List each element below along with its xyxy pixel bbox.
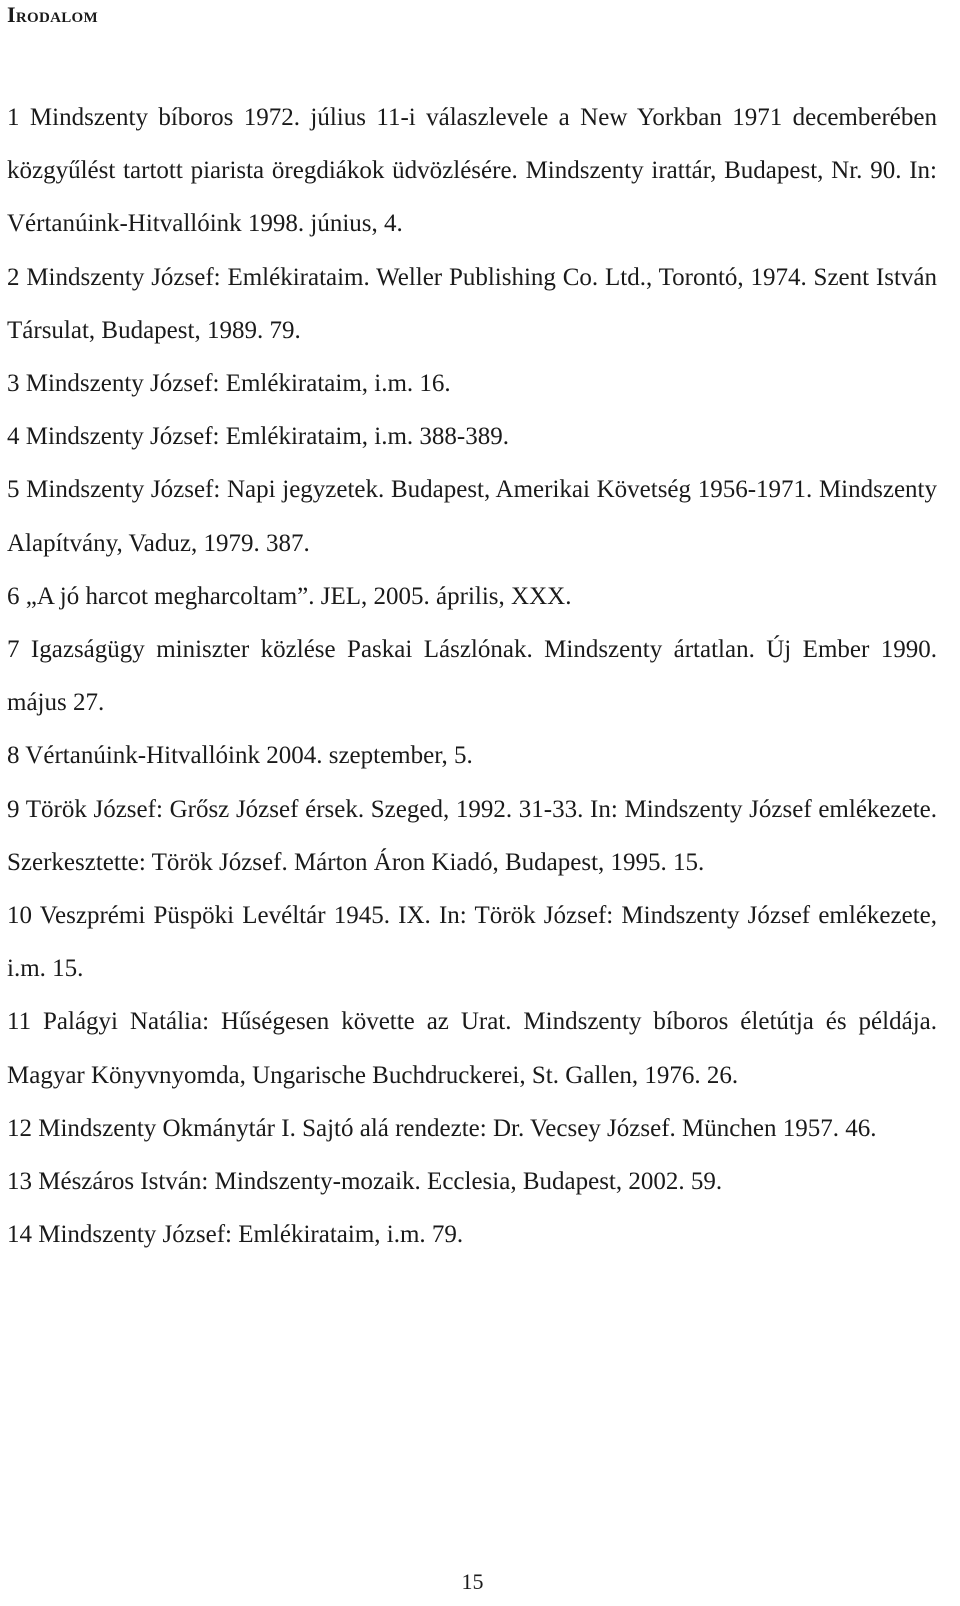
reference-14: 14 Mindszenty József: Emlékirataim, i.m. 79. — [7, 1221, 464, 1249]
reference-2: 2 Mindszenty József: Emlékirataim. Weller Publishing Co. Ltd., Torontó, 1974. Szent István Társulat, Budapest, 1989. 79. — [7, 263, 937, 344]
reference-3: 3 Mindszenty József: Emlékirataim, i.m. 16. — [7, 370, 451, 398]
page-number: 15 — [461, 1569, 484, 1594]
reference-list — [7, 91, 937, 1261]
reference-8: 8 Vértanúink-Hitvallóink 2004. szeptember, 5. — [7, 742, 473, 770]
reference-5: 5 Mindszenty József: Napi jegyzetek. Budapest, Amerikai Követség 1956-1971. Mindszenty Alapítvány, Vaduz, 1979. 387. — [7, 476, 937, 557]
reference-12: 12 Mindszenty Okmánytár I. Sajtó alá rendezte: Dr. Vecsey József. München 1957. 46. — [7, 1114, 877, 1142]
section-heading: Irodalom — [7, 2, 98, 27]
reference-13: 13 Mészáros István: Mindszenty-mozaik. Ecclesia, Budapest, 2002. 59. — [7, 1168, 723, 1196]
reference-10: 10 Veszprémi Püspöki Levéltár 1945. IX. In: Török József: Mindszenty József emlékezete, i.m. 15. — [7, 902, 937, 983]
reference-4: 4 Mindszenty József: Emlékirataim, i.m. 388-389. — [7, 423, 509, 451]
reference-6: 6 „A jó harcot megharcoltam”. JEL, 2005. április, XXX. — [7, 582, 572, 610]
reference-1: 1 Mindszenty bíboros 1972. július 11-i válaszlevele a New Yorkban 1971 decemberében közgyűlést tartott piarista öregdiákok üdvözlésére. Mindszenty irattár, Budapest, Nr. 90. In: Vértanúink-Hitvallóink 1998. június, 4. — [7, 104, 937, 238]
reference-9: 9 Török József: Grősz József érsek. Szeged, 1992. 31-33. In: Mindszenty József emlékezete. Szerkesztette: Török József. Márton Áron Kiadó, Budapest, 1995. 15. — [7, 795, 937, 876]
reference-11: 11 Palágyi Natália: Hűségesen követte az Urat. Mindszenty bíboros életútja és példája. Magyar Könyvnyomda, Ungarische Buchdruckerei, St. Gallen, 1976. 26. — [7, 1008, 937, 1089]
reference-7: 7 Igazságügy miniszter közlése Paskai Lászlónak. Mindszenty ártatlan. Új Ember 1990. május 27. — [7, 636, 937, 717]
